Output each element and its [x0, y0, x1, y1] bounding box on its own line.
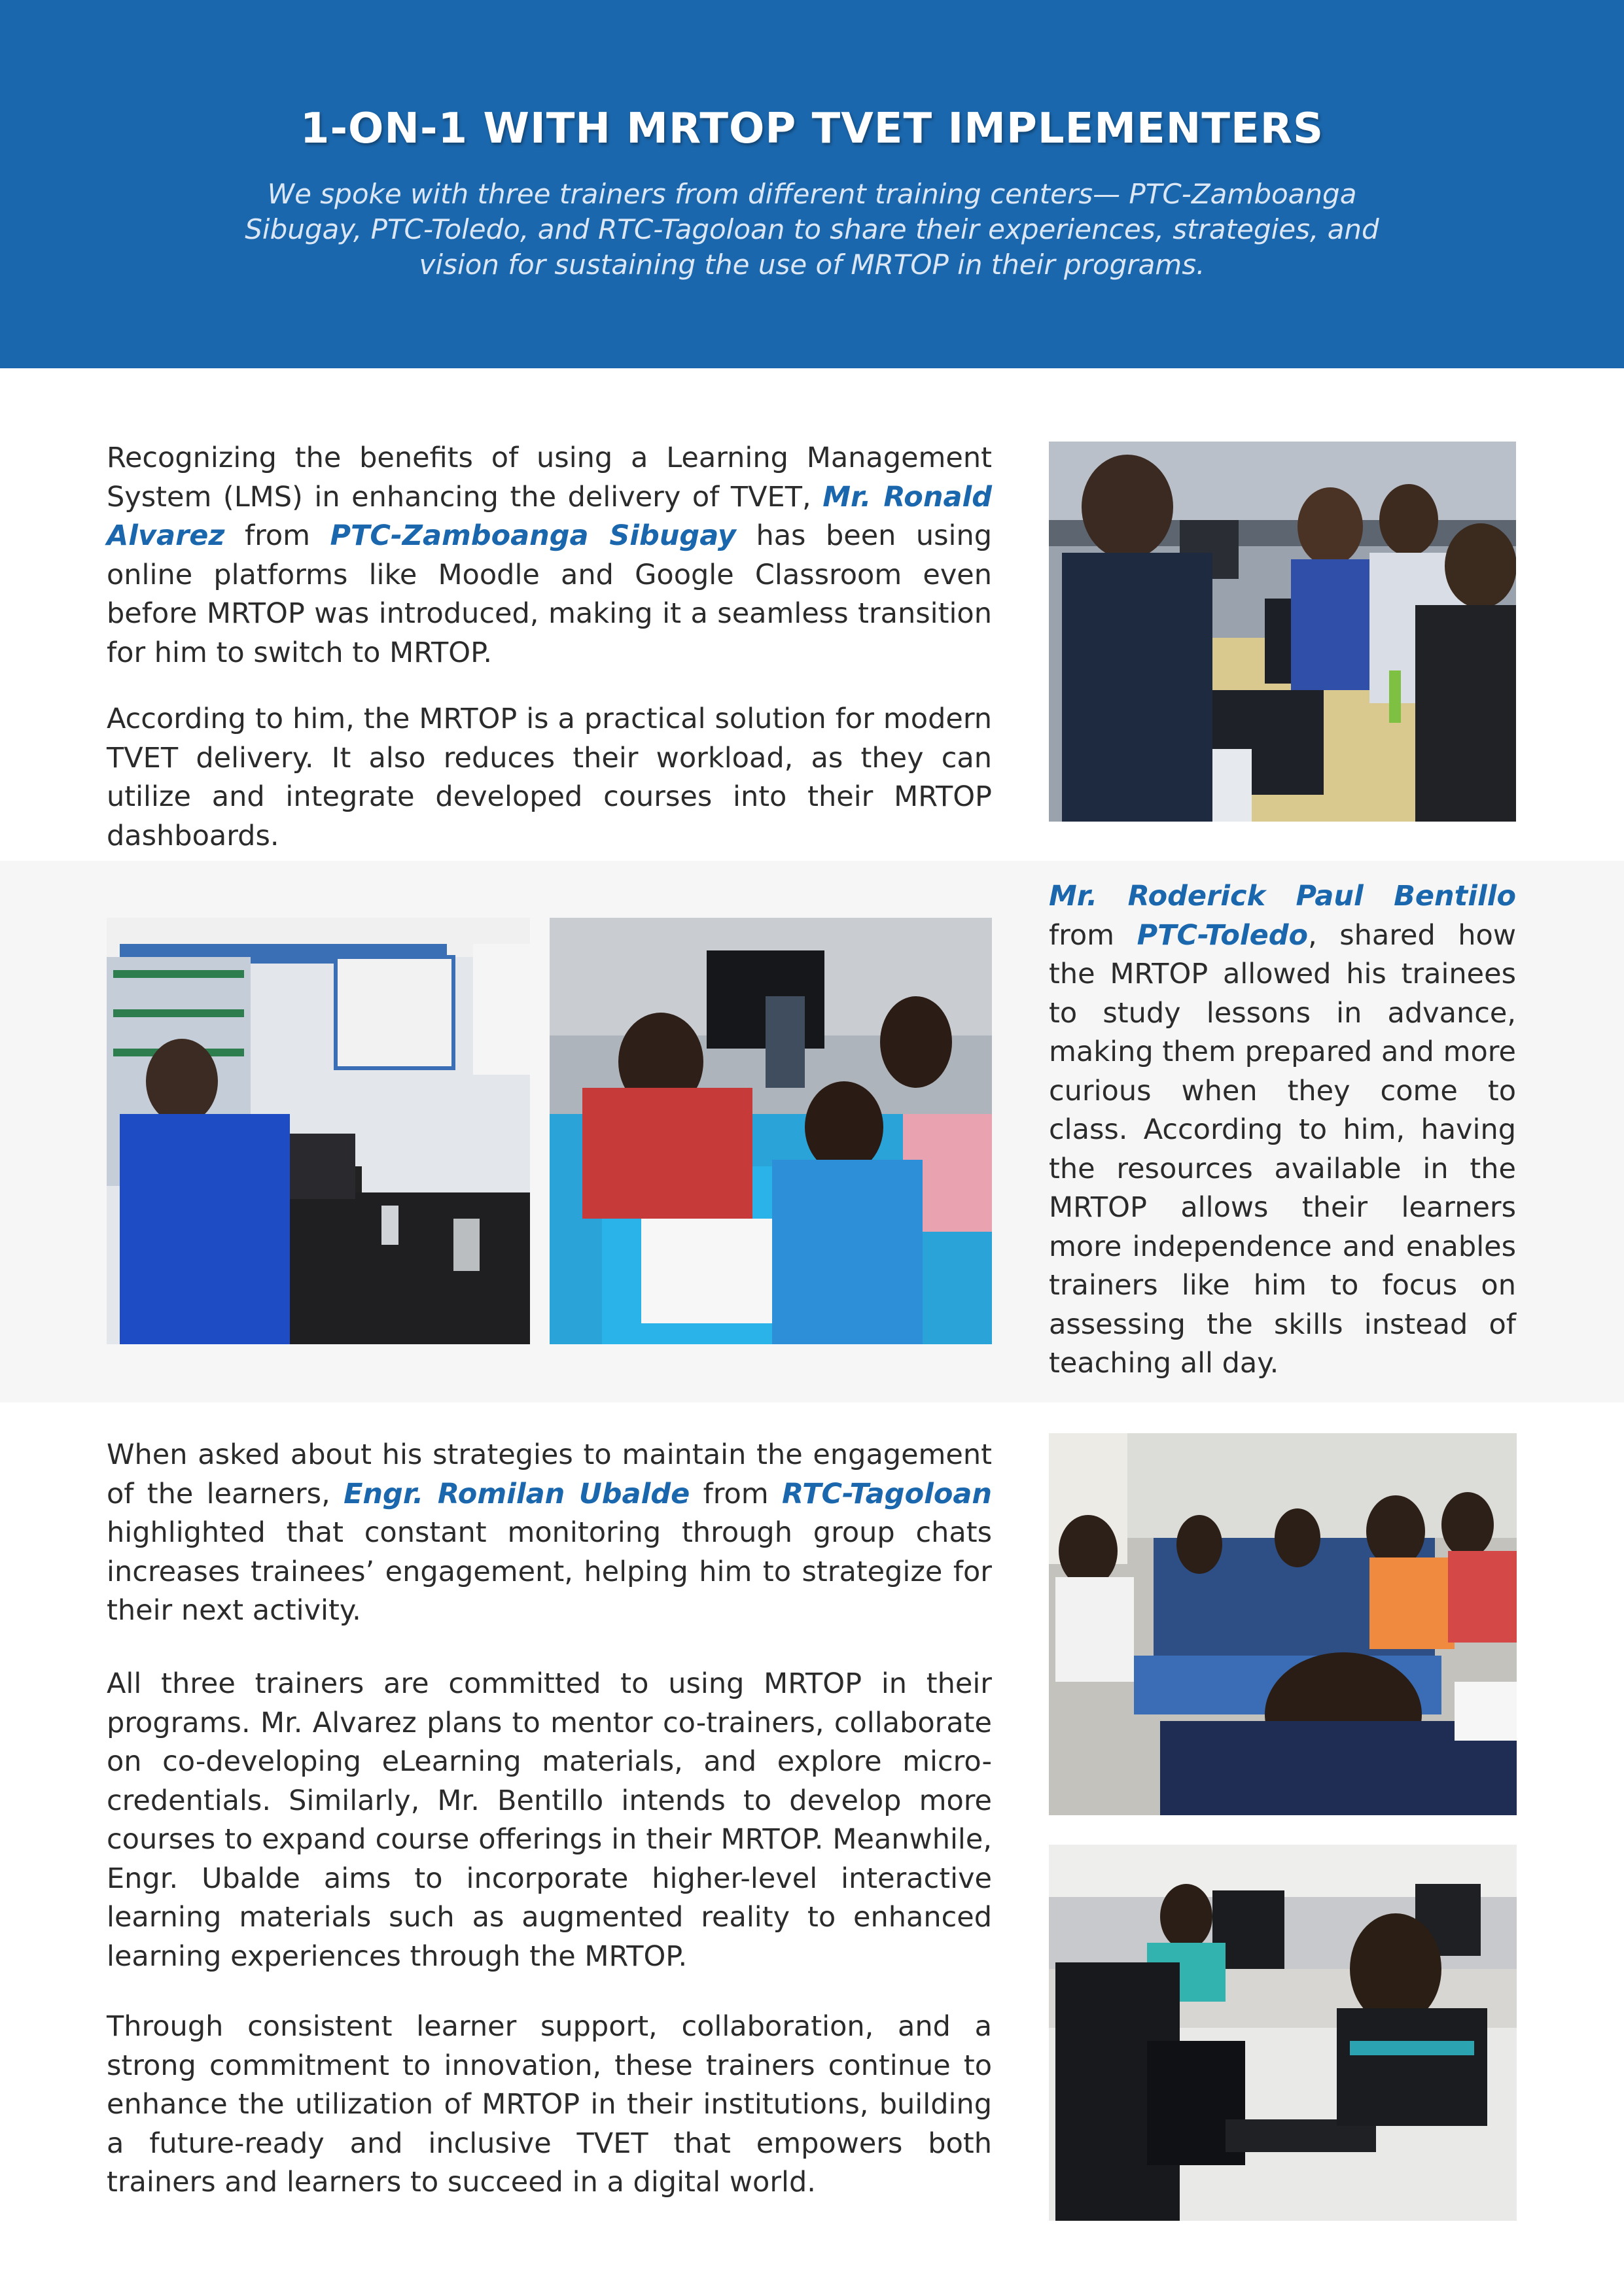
photo-ubalde-class: [1049, 1433, 1517, 1815]
trainer-name-bentillo: Mr. Roderick Paul Bentillo: [1049, 880, 1516, 913]
photo-bentillo-office: [107, 918, 530, 1344]
center-name-tagoloan: RTC-Tagoloan: [781, 1477, 993, 1510]
section1-paragraph2: According to him, the MRTOP is a practical solution for modern TVET delivery. It also reduces their workload, as they can utilize and integrate developed courses into their MRTOP dashboards.: [107, 703, 992, 852]
trainer-name-alvarez: Mr. Ronald Alvarez: [107, 480, 992, 552]
photo-ubalde-lab: [1049, 1845, 1517, 2221]
page-subtitle: We spoke with three trainers from different training centers— PTC-Zamboanga Sibugay, PTC-Toledo, and RTC-Tagoloan to share their experiences, strategies, and vision for sustaining the use of MRTOP in their programs.: [245, 178, 1379, 281]
photo-bentillo-group: [550, 918, 992, 1344]
photo-alvarez-training: [1049, 442, 1516, 822]
section1-paragraph1: Recognizing the benefits of using a Learning Management System (LMS) in enhancing the delivery of TVET, Mr. Ronald Alvarez from PTC-Zamboanga Sibugay has been using online platforms like Moodle and Google Classroom even before MRTOP was introduced, making it a seamless transition for him to switch to MRTOP.: [107, 442, 993, 669]
center-name-zamboanga: PTC-Zamboanga Sibugay: [330, 519, 736, 552]
page-title: 1-ON-1 WITH MRTOP TVET IMPLEMENTERS: [300, 105, 1324, 153]
section3-paragraph2: All three trainers are committed to using MRTOP in their programs. Mr. Alvarez plans to mentor co-trainers, collaborate on co-developing eLearning materials, and explore micro-credentials. Similarly, Mr. Bentillo intends to develop more courses to expand course offerings in their MRTOP. Meanwhile, Engr. Ubalde aims to incorporate higher-level interactive learning materials such as augmented reality to enhanced learning experiences through the MRTOP.: [107, 1667, 992, 1973]
trainer-name-ubalde: Engr. Romilan Ubalde: [344, 1477, 690, 1510]
section3-paragraph1: When asked about his strategies to maintain the engagement of the learners, Engr. Romilan Ubalde from RTC-Tagoloan highlighted that constant monitoring through group chats increases trainees’ engagement, helping him to strategize for their next activity.: [107, 1438, 993, 1627]
section2-paragraph: Mr. Roderick Paul Bentillo from PTC-Toledo, shared how the MRTOP allowed his trainees to study lessons in advance, making them prepared and more curious when they come to class. According to him, having the resources available in the MRTOP allows their learners more independence and enables trainers like him to focus on assessing the skills instead of teaching all day.: [1049, 880, 1516, 1380]
section3-paragraph3: Through consistent learner support, collaboration, and a strong commitment to innovation, these trainers continue to enhance the utilization of MRTOP in their institutions, building a future-ready and inclusive TVET that empowers both trainers and learners to succeed in a digital world.: [107, 2010, 992, 2199]
center-name-toledo: PTC-Toledo: [1137, 918, 1309, 952]
